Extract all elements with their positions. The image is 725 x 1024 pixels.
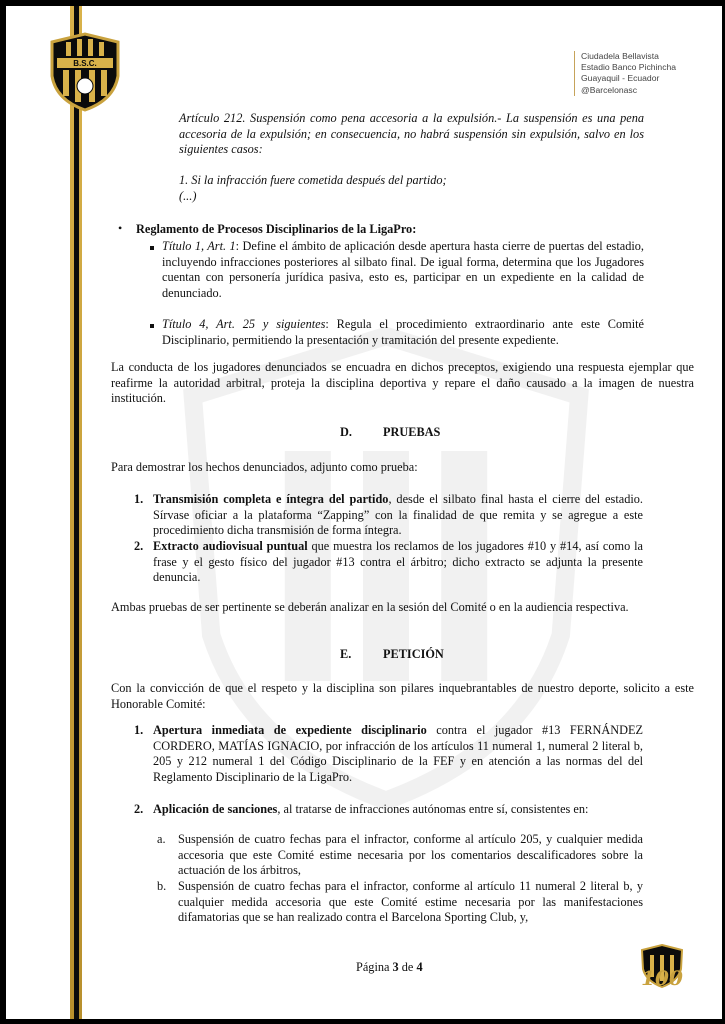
reglamento-item-1-text: : Define el ámbito de aplicación desde apertura hasta cierre de puertas del estadio, incluyendo infracciones posteriores al silbato final. De igual forma, determina que los Jugadores cuentan con personería jurídica pasiva, esto es, participar en un expediente en la calidad de denunciado. — [162, 239, 644, 300]
page-prefix: Página — [356, 960, 393, 974]
peticion-item-2 — [153, 802, 673, 818]
page-middle: de — [398, 960, 417, 974]
prueba-2-text: que muestra los reclamos de los jugadores #10 y #14, así como la frase y el gesto físico del jugador #13 contra el árbitro; dicho extracto se adjunta la presente denuncia. — [153, 539, 643, 584]
reglamento-title: Reglamento de Procesos Disciplinarios de la LigaPro: — [136, 222, 417, 236]
peticion-1-bold: Apertura inmediata de expediente disciplinario — [153, 723, 427, 737]
quoted-article-212: Artículo 212. Suspensión como pena accesoria a la expulsión.- La suspensión es una pena accesoria de la expulsión; en consecuencia, no habrá suspensión sin expulsión, salvo en los siguientes casos: — [179, 111, 644, 156]
sub-item-letter: a. — [157, 832, 166, 846]
address-block — [574, 51, 676, 96]
reglamento-item-2-text: : Regula el procedimiento extraordinario ante este Comité Disciplinario, permitiendo la presentación y tramitación del presente expediente. — [162, 317, 645, 347]
document-page — [6, 6, 722, 1019]
pruebas-closing: Ambas pruebas de ser pertinente se deberán analizar en la sesión del Comité o en la audiencia respectiva. — [111, 600, 629, 614]
peticion-1-text: contra el jugador #13 FERNÁNDEZ CORDERO, MATÍAS IGNACIO, por infracción de los artículos 11 numeral 1, numeral 2 literal b, 205 y 212 numeral 1 del Código Disciplinario de la FEF y en atención a las normas del del Reglamento Disciplinario de la LigaPro. — [153, 723, 643, 784]
reglamento-item-1-ref: Título 1, Art. 1 — [162, 239, 236, 253]
conducta-paragraph: La conducta de los jugadores denunciados se encuadra en dichos preceptos, exigiendo una respuesta ejemplar que reafirme la autoridad arbitral, proteja la disciplina deportiva y repare el daño causado a la imagen de nuestra institución. — [111, 360, 694, 405]
bullet-dot: • — [118, 221, 123, 235]
prueba-number: 2. — [134, 539, 144, 553]
peticion-2-bold: Aplicación de sanciones — [153, 802, 278, 816]
peticion-sub-b: Suspensión de cuatro fechas para el infractor, conforme al artículo 11 numeral 2 literal b, y cualquier medida accesoria que este Comité estime necesaria por las manifestaciones difamatorias que se han realizado contra el Barcelona Sporting Club, y, — [178, 879, 643, 924]
quoted-case-1: 1. Si la infracción fuere cometida después del partido; — [179, 173, 447, 187]
section-e-letter: E. — [340, 647, 352, 661]
centenary-text: 100 — [641, 966, 683, 990]
pruebas-intro: Para demostrar los hechos denunciados, adjunto como prueba: — [111, 460, 418, 474]
peticion-intro: Con la convicción de que el respeto y la disciplina son pilares inquebrantables de nuestro deporte, solicito a este Honorable Comité: — [111, 681, 694, 711]
peticion-number: 2. — [134, 802, 144, 816]
peticion-2-text: , al tratarse de infracciones autónomas entre sí, consistentes en: — [277, 802, 589, 816]
prueba-item-1 — [153, 492, 643, 539]
section-d-letter: D. — [340, 425, 352, 439]
centenary-logo — [632, 941, 696, 993]
social-handle: @Barcelonasc — [581, 84, 638, 95]
page-total: 4 — [416, 960, 423, 974]
prueba-2-bold: Extracto audiovisual puntual — [153, 539, 308, 553]
square-bullet — [150, 324, 154, 328]
section-e-title: PETICIÓN — [383, 647, 444, 661]
prueba-1-text: , desde el silbato final hasta el cierre del estadio. Sírvase oficiar a la plataforma “Zapping” con la finalidad de que remita y se agregue a este procedimiento dicha transmisión de forma íntegra. — [153, 492, 643, 537]
prueba-item-2 — [153, 539, 643, 586]
section-d-title: PRUEBAS — [383, 425, 441, 439]
address-line: Ciudadela Bellavista — [581, 51, 659, 61]
logo-text: B.S.C. — [73, 59, 97, 68]
reglamento-item-2-ref: Título 4, Art. 25 y siguientes — [162, 317, 326, 331]
address-line: Estadio Banco Pichincha — [581, 62, 677, 73]
prueba-1-bold: Transmisión completa e íntegra del partido — [153, 492, 389, 506]
sub-item-letter: b. — [157, 879, 167, 893]
reglamento-item-1 — [162, 239, 644, 301]
page-number — [356, 960, 423, 975]
club-crest-logo — [48, 32, 122, 112]
address-line: Guayaquil - Ecuador — [581, 73, 660, 84]
reglamento-item-2 — [162, 317, 644, 348]
peticion-item-1 — [153, 723, 643, 785]
peticion-number: 1. — [134, 723, 144, 737]
square-bullet — [150, 246, 154, 250]
peticion-sub-a: Suspensión de cuatro fechas para el infractor, conforme al artículo 205, y cualquier medida accesoria que este Comité estime necesaria por los comentarios descalificadores sobre la actuación de los árbitros, — [178, 832, 643, 877]
prueba-number: 1. — [134, 492, 144, 506]
quoted-ellipsis: (...) — [179, 189, 197, 203]
gold-stripe-right — [79, 6, 82, 1019]
page-current: 3 — [392, 960, 399, 974]
